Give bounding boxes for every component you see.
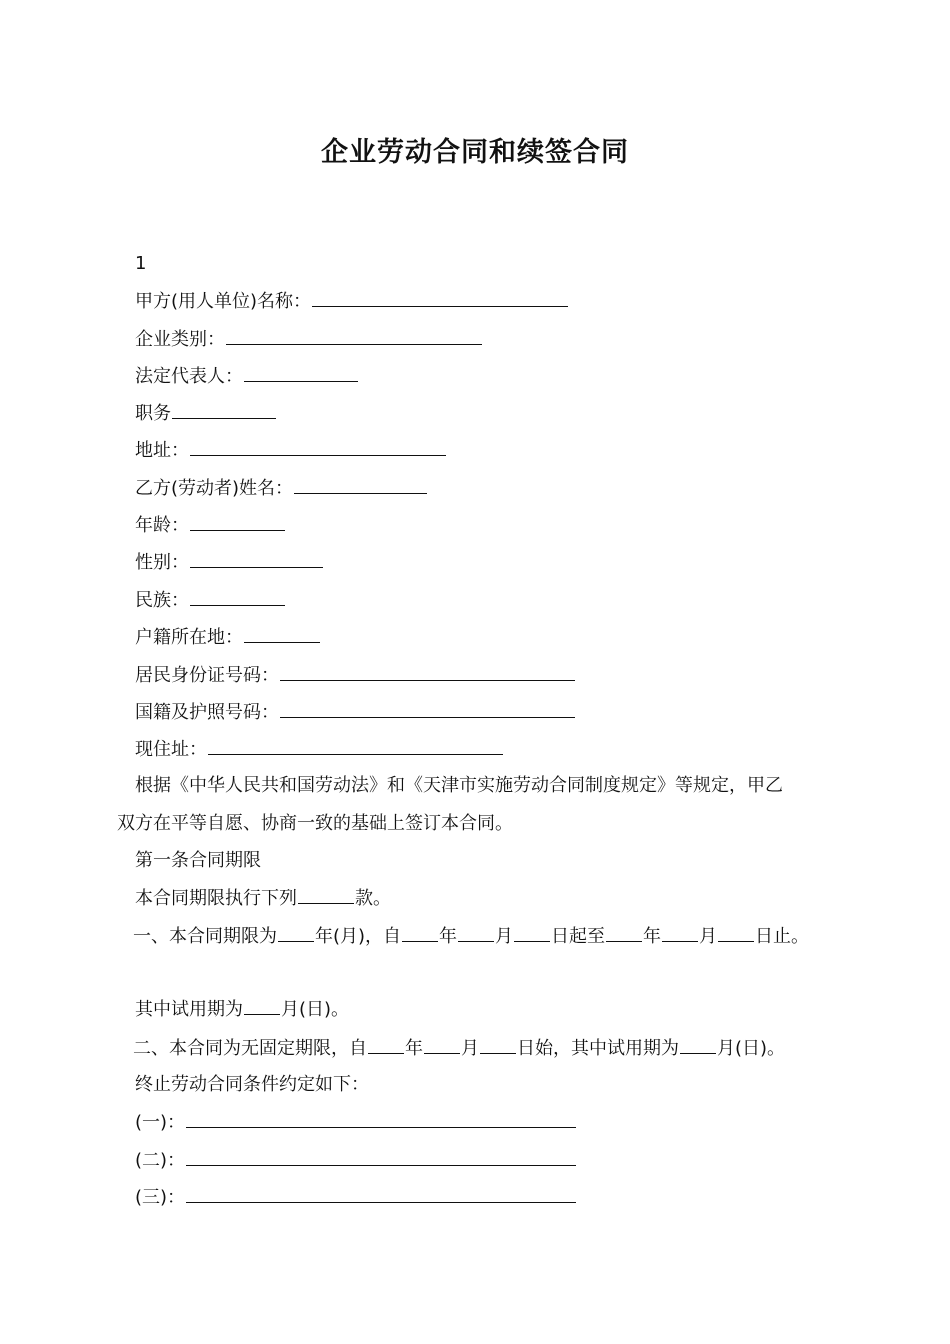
clause1-text-5: 日起至: [551, 926, 606, 947]
position-line: [135, 400, 277, 427]
clause1-text-8: 日止。: [755, 926, 810, 947]
ethnicity-field[interactable]: [190, 587, 285, 606]
clause2-text-1: 二、本合同为无固定期限，自: [133, 1038, 367, 1059]
clause1-end-month-field[interactable]: [662, 923, 698, 942]
termination-item-1: [135, 1109, 577, 1136]
address-line: [135, 437, 447, 464]
enterprise-category-field[interactable]: [226, 326, 482, 345]
passport-line: [135, 699, 576, 726]
probation-text-2: 月(日)。: [281, 999, 350, 1020]
residence-field[interactable]: [208, 736, 503, 755]
clause2-probation-field[interactable]: [680, 1035, 716, 1054]
clause1-end-day-field[interactable]: [718, 923, 754, 942]
clause2-text-5: 月(日)。: [717, 1038, 786, 1059]
termination-item-2-field[interactable]: [186, 1147, 576, 1166]
termination-item-3-field[interactable]: [186, 1184, 576, 1203]
residence-line: [135, 736, 504, 763]
clause1-line: [133, 923, 809, 950]
id-number-line: [135, 662, 576, 689]
household-field[interactable]: [244, 624, 320, 643]
party-b-name-label: 乙方(劳动者)姓名：: [135, 478, 294, 499]
clause1-start-year-field[interactable]: [402, 923, 438, 942]
article1-exec-suffix: 款。: [355, 888, 391, 909]
clause2-day-field[interactable]: [480, 1035, 516, 1054]
article1-title: 第一条合同期限: [135, 850, 261, 871]
age-label: 年龄：: [135, 515, 189, 536]
passport-label: 国籍及护照号码：: [135, 702, 279, 723]
page-marker: 1: [135, 253, 147, 274]
legal-rep-field[interactable]: [244, 363, 358, 382]
gender-field[interactable]: [190, 549, 323, 568]
termination-item-1-field[interactable]: [186, 1109, 576, 1128]
clause2-line: [133, 1035, 785, 1062]
clause1-text-2: 年(月)，自: [315, 926, 402, 947]
clause1-text-7: 月: [699, 926, 718, 947]
party-b-name-field[interactable]: [294, 475, 427, 494]
gender-label: 性别：: [135, 552, 189, 573]
intro-text-line-2: 双方在平等自愿、协商一致的基础上签订本合同。: [117, 813, 513, 834]
clause1-text-3: 年: [439, 926, 458, 947]
party-a-name-label: 甲方(用人单位)名称：: [135, 291, 312, 312]
id-number-field[interactable]: [280, 662, 575, 681]
clause1-text-4: 月: [495, 926, 514, 947]
document-title: 企业劳动合同和续签合同: [321, 137, 629, 168]
enterprise-category-line: [135, 326, 483, 353]
termination-item-2-label: (二)：: [135, 1150, 186, 1171]
gender-line: [135, 549, 324, 576]
age-line: [135, 512, 286, 539]
termination-item-2: [135, 1147, 577, 1174]
position-label: 职务: [135, 403, 171, 424]
probation-text-1: 其中试用期为: [135, 999, 243, 1020]
clause2-text-2: 年: [405, 1038, 423, 1059]
clause2-year-field[interactable]: [368, 1035, 404, 1054]
probation-line: [135, 996, 349, 1023]
article1-exec-prefix: 本合同期限执行下列: [135, 888, 297, 909]
legal-rep-label: 法定代表人：: [135, 366, 243, 387]
termination-title: 终止劳动合同条件约定如下：: [135, 1074, 369, 1095]
termination-item-3: [135, 1184, 577, 1211]
intro-text-line-1: 根据《中华人民共和国劳动法》和《天津市实施劳动合同制度规定》等规定，甲乙: [135, 775, 783, 796]
passport-field[interactable]: [280, 699, 575, 718]
age-field[interactable]: [190, 512, 285, 531]
party-a-name-line: [135, 288, 569, 315]
residence-label: 现住址：: [135, 739, 207, 760]
legal-rep-line: [135, 363, 359, 390]
clause1-text-1: 一、本合同期限为: [133, 926, 277, 947]
clause2-text-4: 日始，其中试用期为: [517, 1038, 679, 1059]
clause1-text-6: 年: [643, 926, 662, 947]
clause1-start-month-field[interactable]: [458, 923, 494, 942]
ethnicity-label: 民族：: [135, 590, 189, 611]
party-b-name-line: [135, 475, 428, 502]
position-field[interactable]: [172, 400, 276, 419]
address-label: 地址：: [135, 440, 189, 461]
clause1-end-year-field[interactable]: [606, 923, 642, 942]
clause1-term-field[interactable]: [278, 923, 314, 942]
party-a-name-field[interactable]: [312, 288, 568, 307]
clause1-start-day-field[interactable]: [514, 923, 550, 942]
id-number-label: 居民身份证号码：: [135, 665, 279, 686]
address-field[interactable]: [190, 437, 446, 456]
termination-item-1-label: (一)：: [135, 1112, 186, 1133]
enterprise-category-label: 企业类别：: [135, 329, 225, 350]
termination-item-3-label: (三)：: [135, 1187, 186, 1208]
household-label: 户籍所在地：: [135, 627, 243, 648]
ethnicity-line: [135, 587, 286, 614]
article1-exec-line: [135, 885, 391, 912]
clause2-month-field[interactable]: [424, 1035, 460, 1054]
household-line: [135, 624, 321, 651]
article1-clause-field[interactable]: [298, 885, 354, 904]
probation-field[interactable]: [244, 996, 280, 1015]
clause2-text-3: 月: [461, 1038, 479, 1059]
